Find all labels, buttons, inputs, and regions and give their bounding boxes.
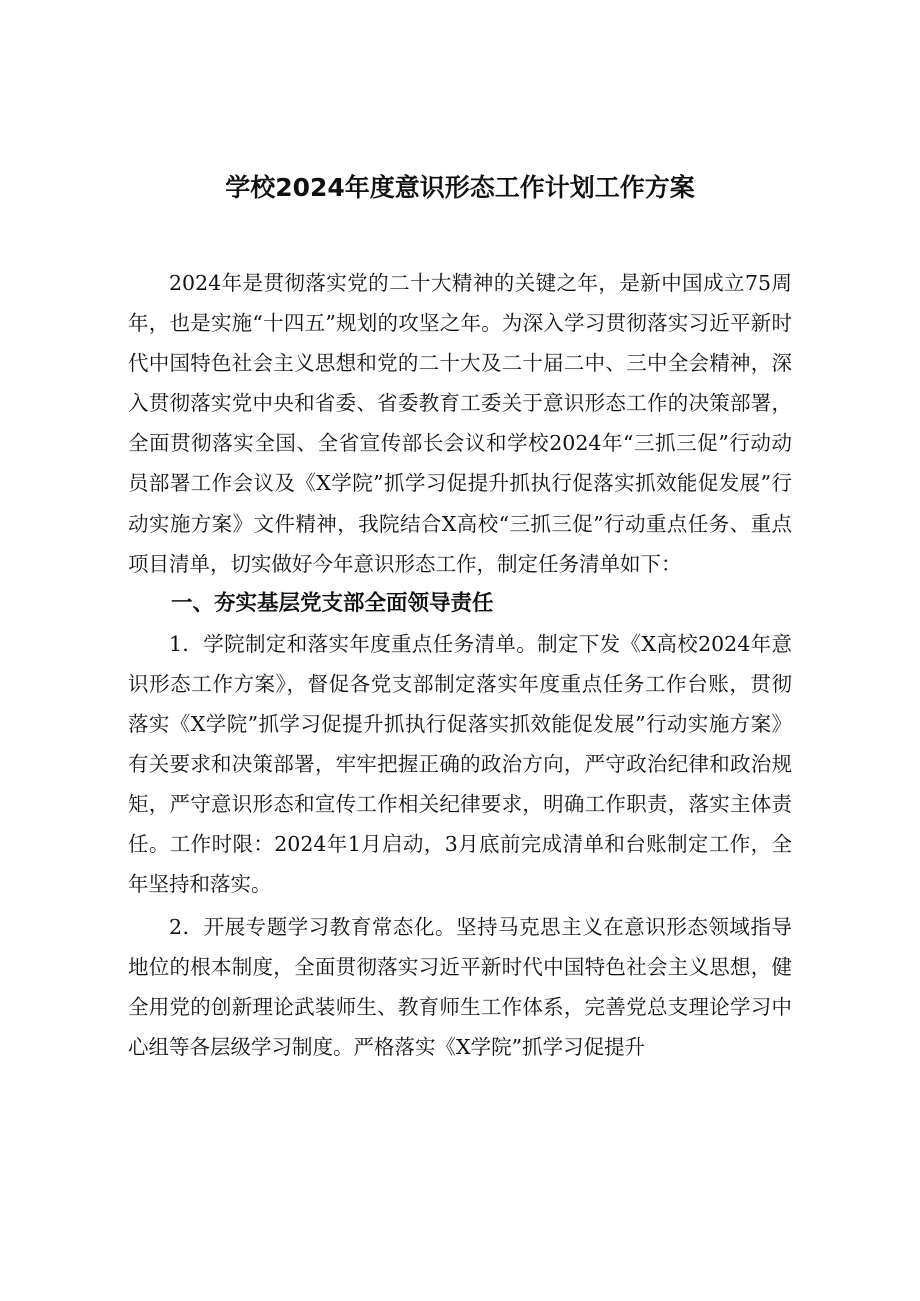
- section-heading-1: 一、夯实基层党支部全面领导责任: [171, 590, 494, 616]
- item-paragraph-2: 2．开展专题学习教育常态化。坚持马克思主义在意识形态领域指导地位的根本制度，全面贯彻落实习近平新时代中国特色社会主义思想，健全用党的创新理论武装师生、教育师生工作体系，完善党总支理论学习中心组等各层级学习制度。严格落实《X学院”抓学习促提升: [128, 914, 792, 1059]
- item-paragraph-1: 1．学院制定和落实年度重点任务清单。制定下发《X高校2024年意识形态工作方案》，督促各党支部制定落实年度重点任务工作台账，贯彻落实《X学院”抓学习促提升抓执行促落实抓效能促发展”行动实施方案》有关要求和决策部署，牢牢把握正确的政治方向，严守政治纪律和政治规矩，严守意识形态和宣传工作相关纪律要求，明确工作职责，落实主体责任。工作时限：2024年1月启动，3月底前完成清单和台账制定工作，全年坚持和落实。: [128, 631, 792, 897]
- document-body: [128, 263, 792, 1067]
- intro-paragraph: 2024年是贯彻落实党的二十大精神的关键之年，是新中国成立75周年，也是实施“十四五”规划的攻坚之年。为深入学习贯彻落实习近平新时代中国特色社会主义思想和党的二十大及二十届二中、三中全会精神，深入贯彻落实党中央和省委、省委教育工委关于意识形态工作的决策部署，全面贯彻落实全国、全省宣传部长会议和学校2024年“三抓三促”行动动员部署工作会议及《X学院”抓学习促提升抓执行促落实抓效能促发展”行动实施方案》文件精神，我院结合X高校“三抓三促”行动重点任务、重点项目清单，切实做好今年意识形态工作，制定任务清单如下：: [128, 271, 792, 576]
- document-title: 学校2024年度意识形态工作计划工作方案: [225, 173, 695, 202]
